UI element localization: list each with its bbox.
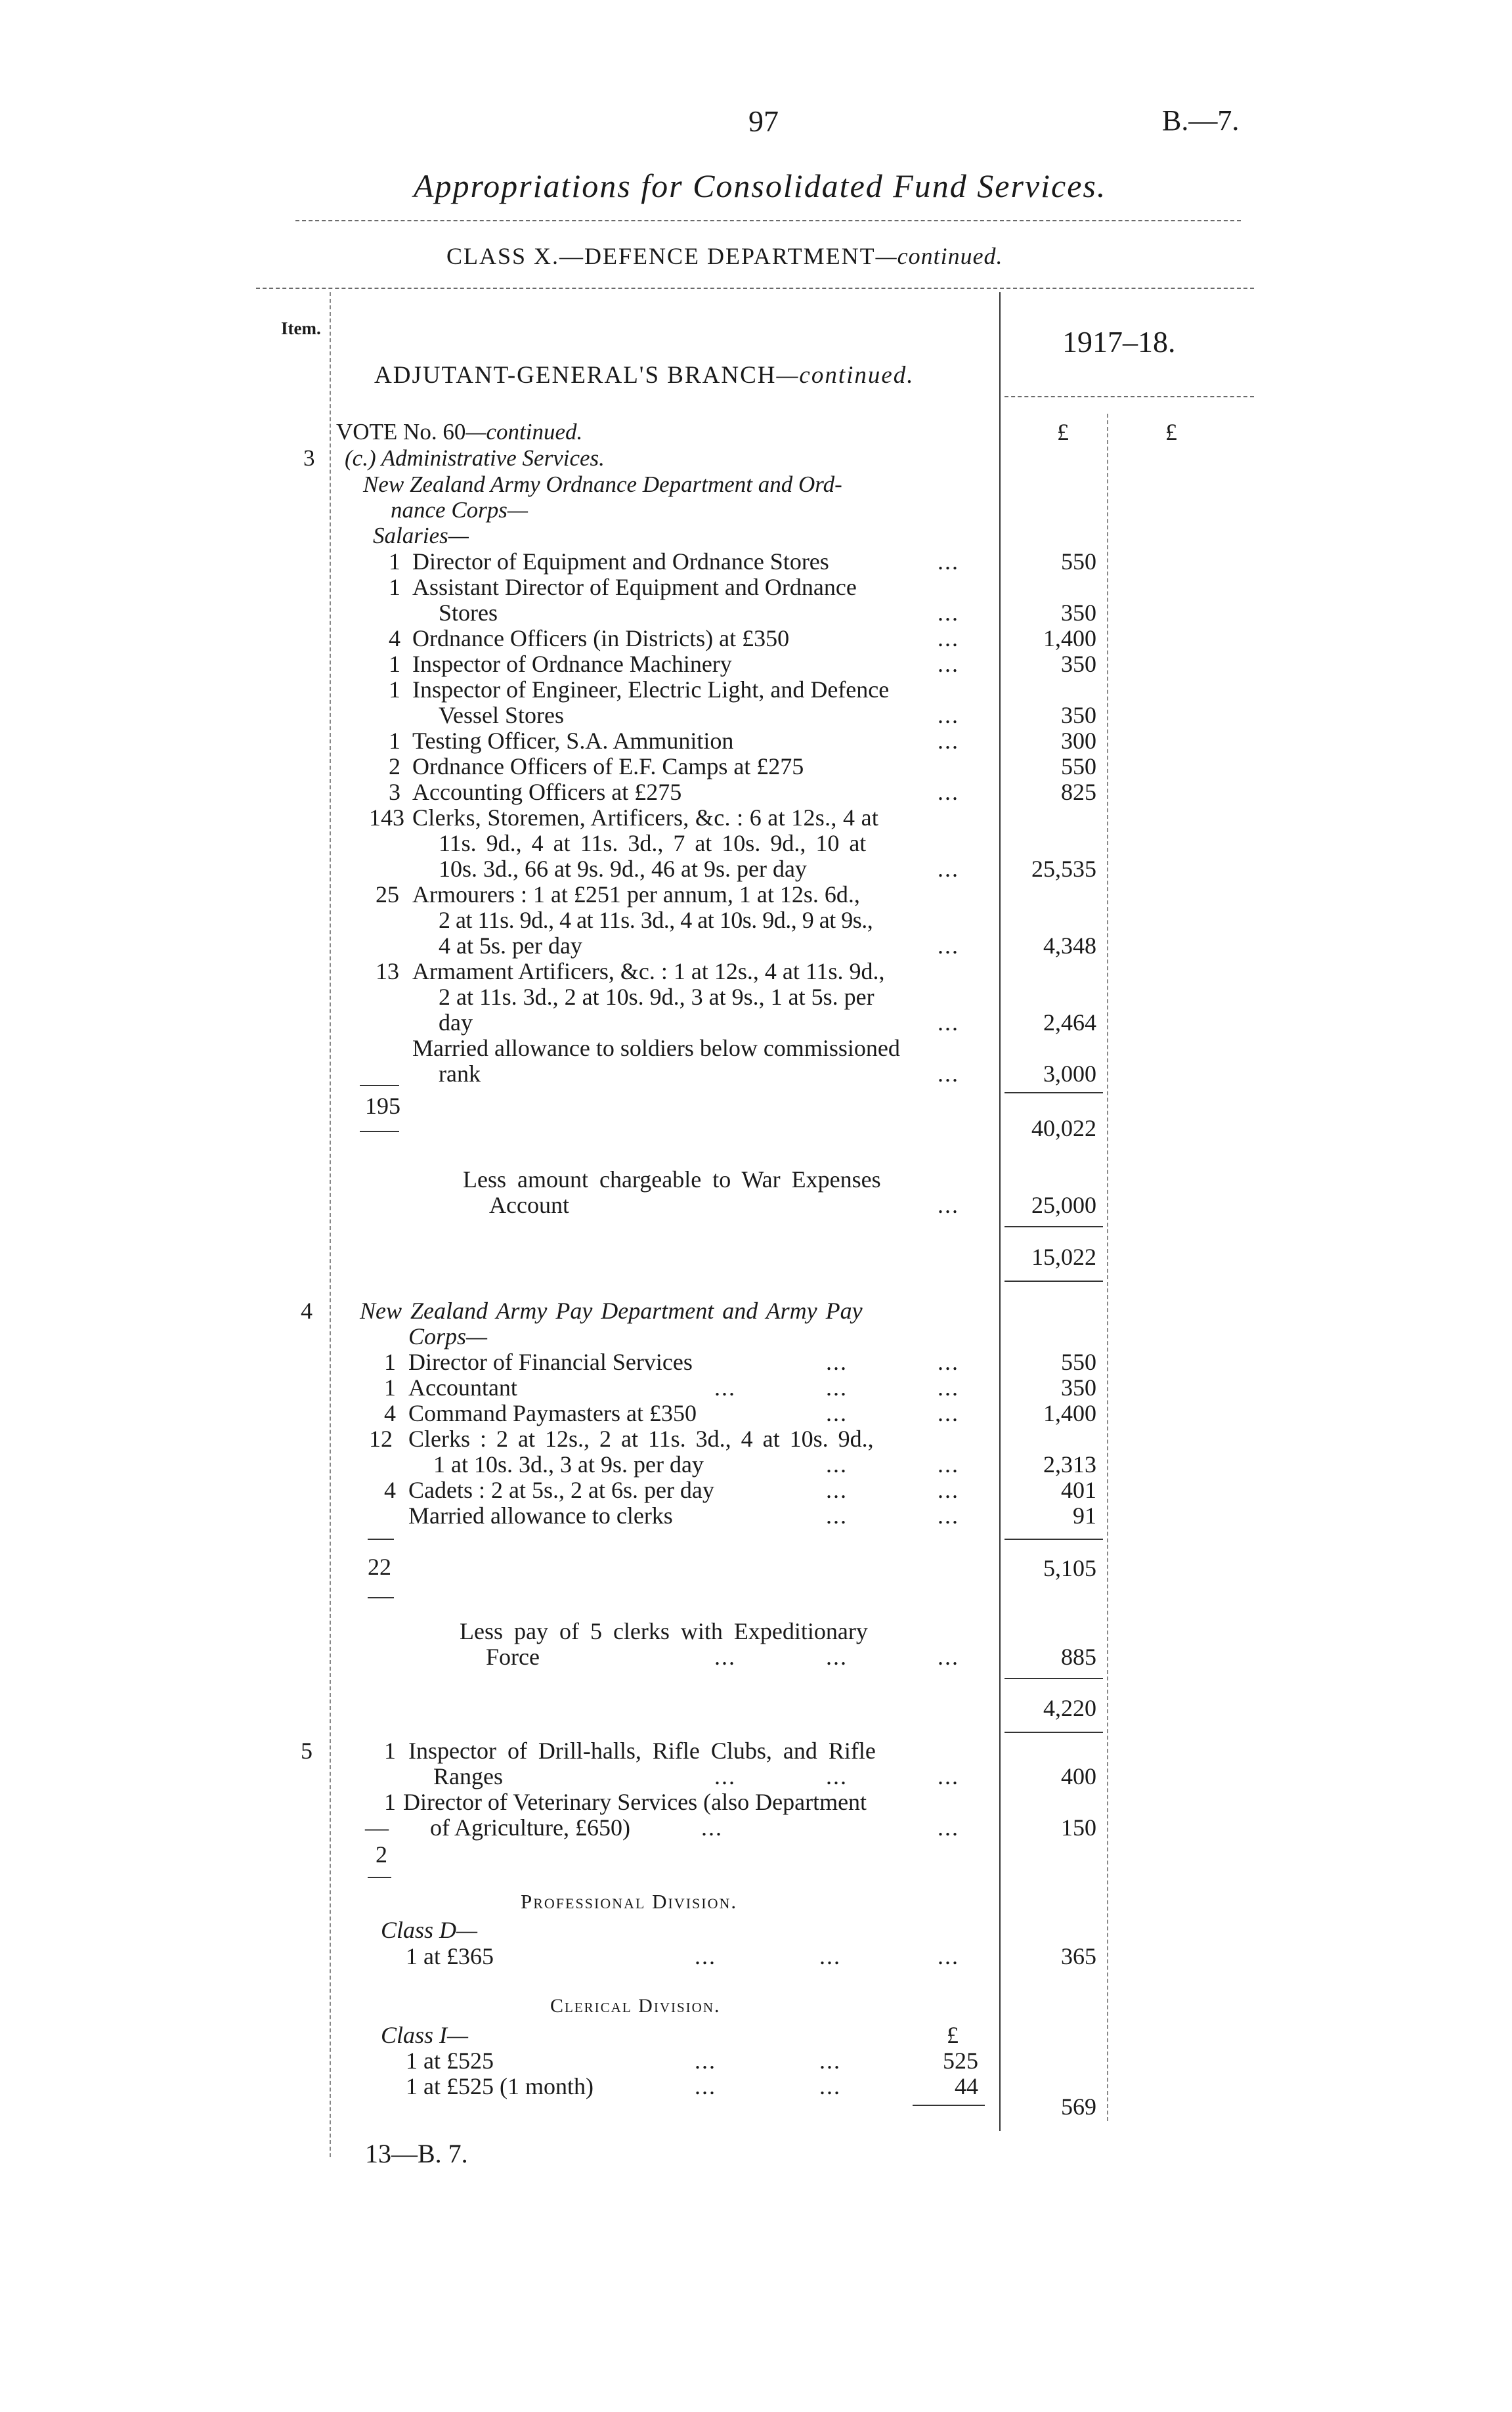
item3-row9-desc: Armourers : 1 at £251 per annum, 1 at 12s. 6d., [412, 881, 860, 908]
item3-row9-desc2: 2 at 11s. 9d., 4 at 11s. 3d., 4 at 10s. 9d., 9 at 9s., [439, 907, 873, 933]
header-rule [256, 288, 1254, 289]
item3-row11-amount: 3,000 [1043, 1061, 1096, 1087]
pay-dept-line2: Corps— [408, 1323, 488, 1349]
item3-row1-qty: 1 [389, 574, 400, 600]
item4-row4-qty: 4 [384, 1477, 396, 1503]
vote-line-text: VOTE No. 60 [336, 419, 466, 445]
item5-row0-dots-a: ... [714, 1763, 736, 1789]
item4-less-amount: 885 [1061, 1644, 1096, 1670]
item4-row3-dots-a: ... [826, 1451, 848, 1478]
item3-row2-qty: 4 [389, 625, 400, 651]
item3-row8-desc: Clerks, Storemen, Artificers, &c. : 6 at 12s., 4 at [412, 804, 879, 831]
ordnance-dept-line1: New Zealand Army Ordnance Department and Ord- [363, 471, 842, 497]
class-heading [446, 244, 1003, 268]
vote-line [336, 420, 582, 443]
item5-row0-desc2: Ranges [433, 1763, 503, 1789]
subhead-administrative-services: (c.) Administrative Services. [345, 445, 605, 471]
item4-row0-amount: 550 [1061, 1349, 1096, 1375]
item4-row4-desc: Cadets : 2 at 5s., 2 at 6s. per day [408, 1477, 714, 1503]
item5-row0-amount: 400 [1061, 1763, 1096, 1789]
item3-qty-rule-bottom [360, 1131, 399, 1132]
item4-row3-amount: 2,313 [1043, 1451, 1096, 1478]
item3-row4-desc2: Vessel Stores [439, 702, 564, 728]
item3-row9-desc3: 4 at 5s. per day [439, 932, 582, 959]
item3-row4-amount: 350 [1061, 702, 1096, 728]
class-d-amount: 365 [1061, 1943, 1096, 1969]
item4-row1-dots-a: ... [714, 1374, 736, 1401]
item3-row5-qty: 1 [389, 728, 400, 754]
item3-row0-desc: Director of Equipment and Ordnance Stores [412, 548, 829, 575]
item4-row0-dots-b: ... [938, 1349, 959, 1375]
class-d-dots-b: ... [819, 1943, 841, 1969]
item4-row1-qty: 1 [384, 1374, 396, 1401]
item3-row11-dots: ... [938, 1061, 959, 1087]
item3-row9-qty: 25 [376, 881, 399, 908]
year-rule [1004, 396, 1254, 397]
item5-total-qty: 2 [376, 1841, 387, 1868]
page-title: Appropriations for Consolidated Fund Services. [414, 167, 1107, 204]
page-number: 97 [748, 104, 779, 138]
item4-row0-dots-a: ... [826, 1349, 848, 1375]
item4-row2-qty: 4 [384, 1400, 396, 1426]
item5-row1-qty: 1 [384, 1789, 396, 1815]
item3-row6-desc: Ordnance Officers of E.F. Camps at £275 [412, 753, 804, 779]
item4-row5-dots-b: ... [938, 1502, 959, 1529]
item5-row0-dots-b: ... [826, 1763, 848, 1789]
item3-row8-amount: 25,535 [1031, 856, 1096, 882]
item3-row10-amount: 2,464 [1043, 1009, 1096, 1036]
item5-row1-amount: 150 [1061, 1814, 1096, 1841]
item3-row10-qty: 13 [376, 958, 399, 984]
item4-row4-dots-a: ... [826, 1477, 848, 1503]
item4-less-line1: Less pay of 5 clerks with Expeditionary [460, 1618, 868, 1644]
item4-row4-dots-b: ... [938, 1477, 959, 1503]
item5-row1-dots-a: ... [701, 1814, 723, 1841]
item3-row6-amount: 550 [1061, 753, 1096, 779]
item3-less-line1: Less amount chargeable to War Expenses [463, 1166, 881, 1193]
item4-row5-amount: 91 [1073, 1502, 1096, 1529]
class-heading-continued: —continued. [875, 243, 1003, 269]
item3-row3-qty: 1 [389, 651, 400, 677]
item3-row10-desc2: 2 at 11s. 3d., 2 at 10s. 9d., 3 at 9s., 1 at 5s. per [439, 984, 875, 1010]
item3-row3-dots: ... [938, 651, 959, 677]
item3-row1-dots: ... [938, 600, 959, 626]
item-number-5: 5 [301, 1738, 313, 1764]
class-i-total-rule [913, 2105, 985, 2106]
item4-total-qty: 22 [368, 1554, 391, 1580]
class-i-heading: Class I— [381, 2022, 469, 2048]
item-column-label: Item. [281, 318, 321, 338]
item4-row3-dots-b: ... [938, 1451, 959, 1478]
item3-row8-dots: ... [938, 856, 959, 882]
signature-mark: 13—B. 7. [365, 2139, 468, 2168]
second-amount-divider [1107, 414, 1108, 2121]
item3-subtotal: 40,022 [1031, 1115, 1096, 1141]
item3-less-amount: 25,000 [1031, 1192, 1096, 1218]
item4-row0-desc: Director of Financial Services [408, 1349, 693, 1375]
item4-qty-rule-top [368, 1539, 394, 1540]
professional-division-heading: Professional Division. [521, 1890, 738, 1913]
item3-row5-dots: ... [938, 728, 959, 754]
item5-row1-dash: — [365, 1814, 389, 1841]
item3-row2-amount: 1,400 [1043, 625, 1096, 651]
item4-row1-desc: Accountant [408, 1374, 517, 1401]
item3-row4-desc: Inspector of Engineer, Electric Light, and Defence [412, 676, 890, 703]
item3-row5-desc: Testing Officer, S.A. Ammunition [412, 728, 734, 754]
item3-less-line2: Account [489, 1192, 569, 1218]
pound-sign-col1: £ [1057, 419, 1069, 445]
item4-row4-amount: 401 [1061, 1477, 1096, 1503]
item4-row5-dots-a: ... [826, 1502, 848, 1529]
title-rule [295, 220, 1241, 221]
item3-net: 15,022 [1031, 1244, 1096, 1270]
class-heading-text: CLASS X.—DEFENCE DEPARTMENT [446, 243, 876, 269]
branch-heading-continued: —continued. [776, 362, 915, 389]
class-i-pound-sign: £ [947, 2022, 959, 2048]
item3-row2-desc: Ordnance Officers (in Districts) at £350 [412, 625, 790, 651]
item3-row9-amount: 4,348 [1043, 932, 1096, 959]
item4-less-dots-b: ... [826, 1644, 848, 1670]
item5-row1-desc: Director of Veterinary Services (also Department [403, 1789, 867, 1815]
item4-row1-dots-b: ... [826, 1374, 848, 1401]
item3-row9-dots: ... [938, 932, 959, 959]
pay-dept-line1: New Zealand Army Pay Department and Army Pay [360, 1298, 863, 1324]
branch-heading-text: ADJUTANT-GENERAL'S BRANCH [374, 362, 777, 389]
item3-row5-amount: 300 [1061, 728, 1096, 754]
item4-row2-amount: 1,400 [1043, 1400, 1096, 1426]
class-i-row0-dots-b: ... [819, 2048, 841, 2074]
item3-row1-desc2: Stores [439, 600, 498, 626]
item5-row0-desc: Inspector of Drill-halls, Rifle Clubs, and Rifle [408, 1738, 876, 1764]
item4-less-dots-a: ... [714, 1644, 736, 1670]
item3-row2-dots: ... [938, 625, 959, 651]
item5-row0-dots-c: ... [938, 1763, 959, 1789]
item4-row1-amount: 350 [1061, 1374, 1096, 1401]
vote-line-continued: —continued. [465, 419, 583, 445]
item3-subtotal-rule [1004, 1092, 1103, 1093]
class-i-row0-amount: 525 [943, 2048, 978, 2074]
item4-row2-desc: Command Paymasters at £350 [408, 1400, 697, 1426]
item4-net-rule-top [1004, 1678, 1103, 1679]
item4-row2-dots-b: ... [938, 1400, 959, 1426]
item4-net-rule-bottom [1004, 1732, 1103, 1733]
item3-row8-qty: 143 [369, 804, 404, 831]
item4-row2-dots-a: ... [826, 1400, 848, 1426]
item3-row7-qty: 3 [389, 779, 400, 805]
item3-row1-desc: Assistant Director of Equipment and Ordnance [412, 574, 857, 600]
item5-row1-desc2: of Agriculture, £650) [430, 1814, 630, 1841]
item3-net-rule-bottom [1004, 1281, 1103, 1282]
item3-row8-desc3: 10s. 3d., 66 at 9s. 9d., 46 at 9s. per day [439, 856, 807, 882]
class-d-dots-a: ... [695, 1943, 716, 1969]
item4-less-line2: Force [486, 1644, 540, 1670]
item5-row1-dots-b: ... [938, 1814, 959, 1841]
item3-total-qty: 195 [365, 1093, 400, 1119]
ordnance-dept-line2: nance Corps— [391, 497, 529, 523]
item-number-4: 4 [301, 1298, 313, 1324]
item3-row4-qty: 1 [389, 676, 400, 703]
item3-row10-desc3: day [439, 1009, 473, 1036]
class-d-row: 1 at £365 [406, 1943, 494, 1969]
class-d-dots-c: ... [938, 1943, 959, 1969]
branch-heading [374, 363, 915, 387]
class-i-row1: 1 at £525 (1 month) [406, 2073, 594, 2099]
item3-row3-amount: 350 [1061, 651, 1096, 677]
item4-row3-desc2: 1 at 10s. 3d., 3 at 9s. per day [433, 1451, 704, 1478]
item3-row3-desc: Inspector of Ordnance Machinery [412, 651, 732, 677]
item3-net-rule-top [1004, 1226, 1103, 1227]
item3-row11-desc2: rank [439, 1061, 481, 1087]
pound-sign-col2: £ [1165, 419, 1177, 445]
item3-row7-amount: 825 [1061, 779, 1096, 805]
clerical-division-heading: Clerical Division. [550, 1995, 721, 2017]
item-number-3: 3 [303, 445, 315, 471]
item3-row6-qty: 2 [389, 753, 400, 779]
class-d-heading: Class D— [381, 1917, 478, 1943]
item3-row0-qty: 1 [389, 548, 400, 575]
item3-row8-desc2: 11s. 9d., 4 at 11s. 3d., 7 at 10s. 9d., 10 at [439, 830, 867, 856]
class-i-row0: 1 at £525 [406, 2048, 494, 2074]
item3-qty-rule-top [360, 1085, 399, 1086]
item4-row5-desc: Married allowance to clerks [408, 1502, 673, 1529]
class-i-row1-dots-b: ... [819, 2073, 841, 2099]
item3-row11-desc: Married allowance to soldiers below commissioned [412, 1035, 900, 1061]
class-i-row1-dots-a: ... [695, 2073, 716, 2099]
item4-row0-qty: 1 [384, 1349, 396, 1375]
class-i-row1-amount: 44 [955, 2073, 978, 2099]
item3-less-dots: ... [938, 1192, 959, 1218]
item3-row1-amount: 350 [1061, 600, 1096, 626]
item3-row0-amount: 550 [1061, 548, 1096, 575]
item4-subtotal: 5,105 [1043, 1555, 1096, 1581]
item4-less-dots-c: ... [938, 1644, 959, 1670]
item4-net: 4,220 [1043, 1695, 1096, 1721]
item-column-divider [330, 292, 331, 2157]
item3-row10-desc: Armament Artificers, &c. : 1 at 12s., 4 at 11s. 9d., [412, 958, 885, 984]
item4-row3-qty: 12 [369, 1426, 393, 1452]
document-reference: B.—7. [1162, 104, 1240, 137]
year-heading: 1917–18. [1062, 325, 1176, 359]
item5-qty-rule [368, 1877, 391, 1878]
class-i-total: 569 [1061, 2094, 1096, 2120]
item3-row4-dots: ... [938, 702, 959, 728]
item5-row0-qty: 1 [384, 1738, 396, 1764]
item4-qty-rule-bottom [368, 1597, 394, 1598]
item3-row7-dots: ... [938, 779, 959, 805]
item3-row7-desc: Accounting Officers at £275 [412, 779, 682, 805]
item4-row3-desc: Clerks : 2 at 12s., 2 at 11s. 3d., 4 at 10s. 9d., [408, 1426, 874, 1452]
salaries-heading: Salaries— [373, 523, 469, 548]
item4-subtotal-rule [1004, 1539, 1103, 1540]
item4-row1-dots-c: ... [938, 1374, 959, 1401]
class-i-row0-dots-a: ... [695, 2048, 716, 2074]
item3-row10-dots: ... [938, 1009, 959, 1036]
item3-row0-dots: ... [938, 548, 959, 575]
